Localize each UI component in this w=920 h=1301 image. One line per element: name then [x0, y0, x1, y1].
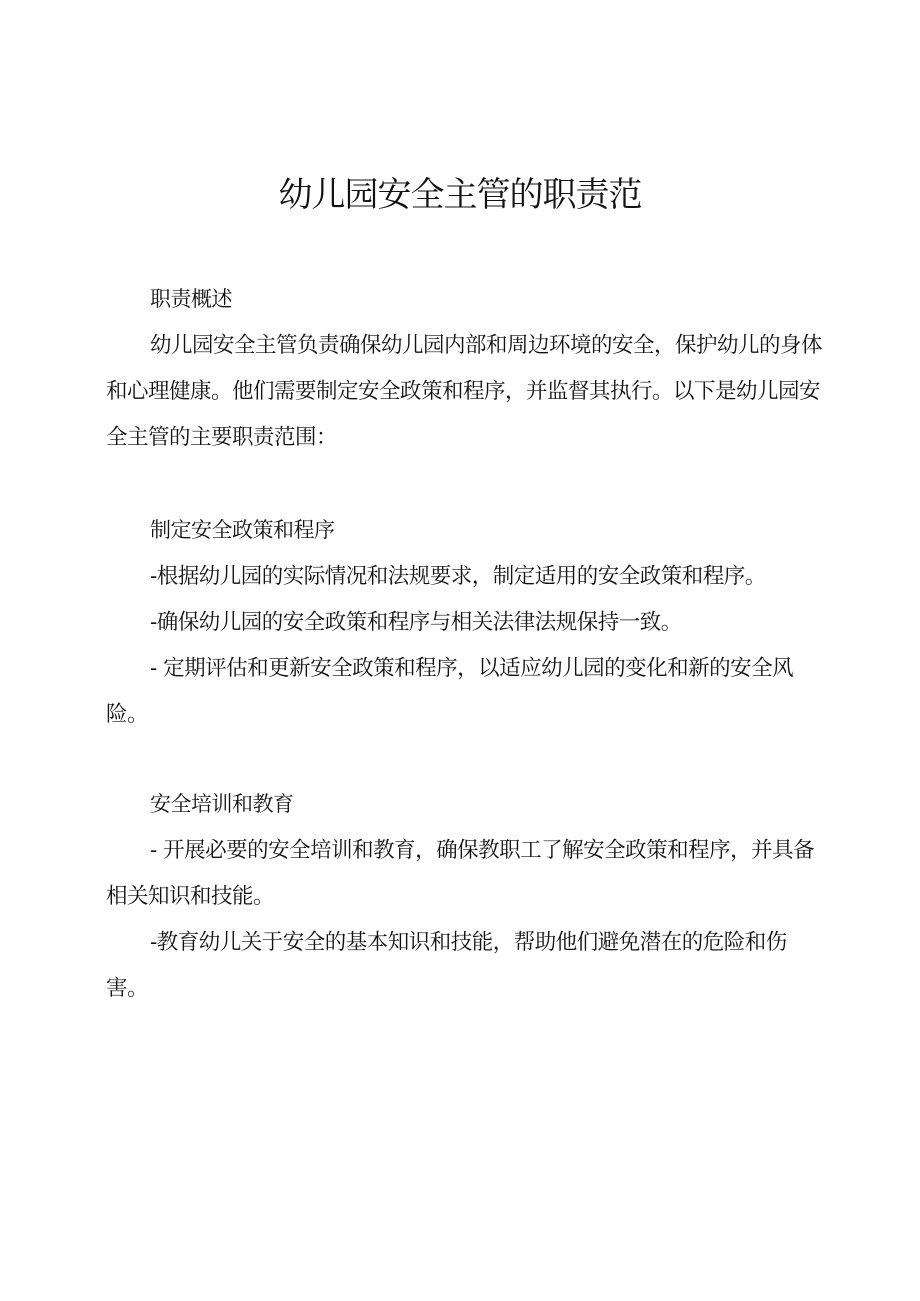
section-heading: 安全培训和教育 [150, 792, 294, 816]
section-overview [106, 277, 826, 461]
section-heading: 制定安全政策和程序 [150, 518, 335, 542]
list-item: -教育幼儿关于安全的基本知识和技能，帮助他们避免潜在的危险和伤害。 [106, 930, 787, 1001]
paragraph: 幼儿园安全主管负责确保幼儿园内部和周边环境的安全，保护幼儿的身体和心理健康。他们需要制定安全政策和程序，并监督其执行。以下是幼儿园安全主管的主要职责范围： [106, 333, 823, 450]
section-spacer [106, 461, 826, 508]
list-item: -根据幼儿园的实际情况和法规要求，制定适用的安全政策和程序。 [150, 564, 766, 589]
list-item: -确保幼儿园的安全政策和程序与相关法律法规保持一致。 [150, 610, 682, 635]
document-body [106, 277, 826, 1012]
section-policy [106, 508, 826, 738]
section-heading: 职责概述 [150, 287, 232, 311]
section-training [106, 782, 826, 1012]
list-item: - 开展必要的安全培训和教育，确保教职工了解安全政策和程序，并具备相关知识和技能。 [106, 838, 815, 909]
list-item: - 定期评估和更新安全政策和程序，以适应幼儿园的变化和新的安全风险。 [106, 656, 794, 727]
section-spacer [106, 738, 826, 782]
document-title: 幼儿园安全主管的职责范 [278, 175, 642, 215]
